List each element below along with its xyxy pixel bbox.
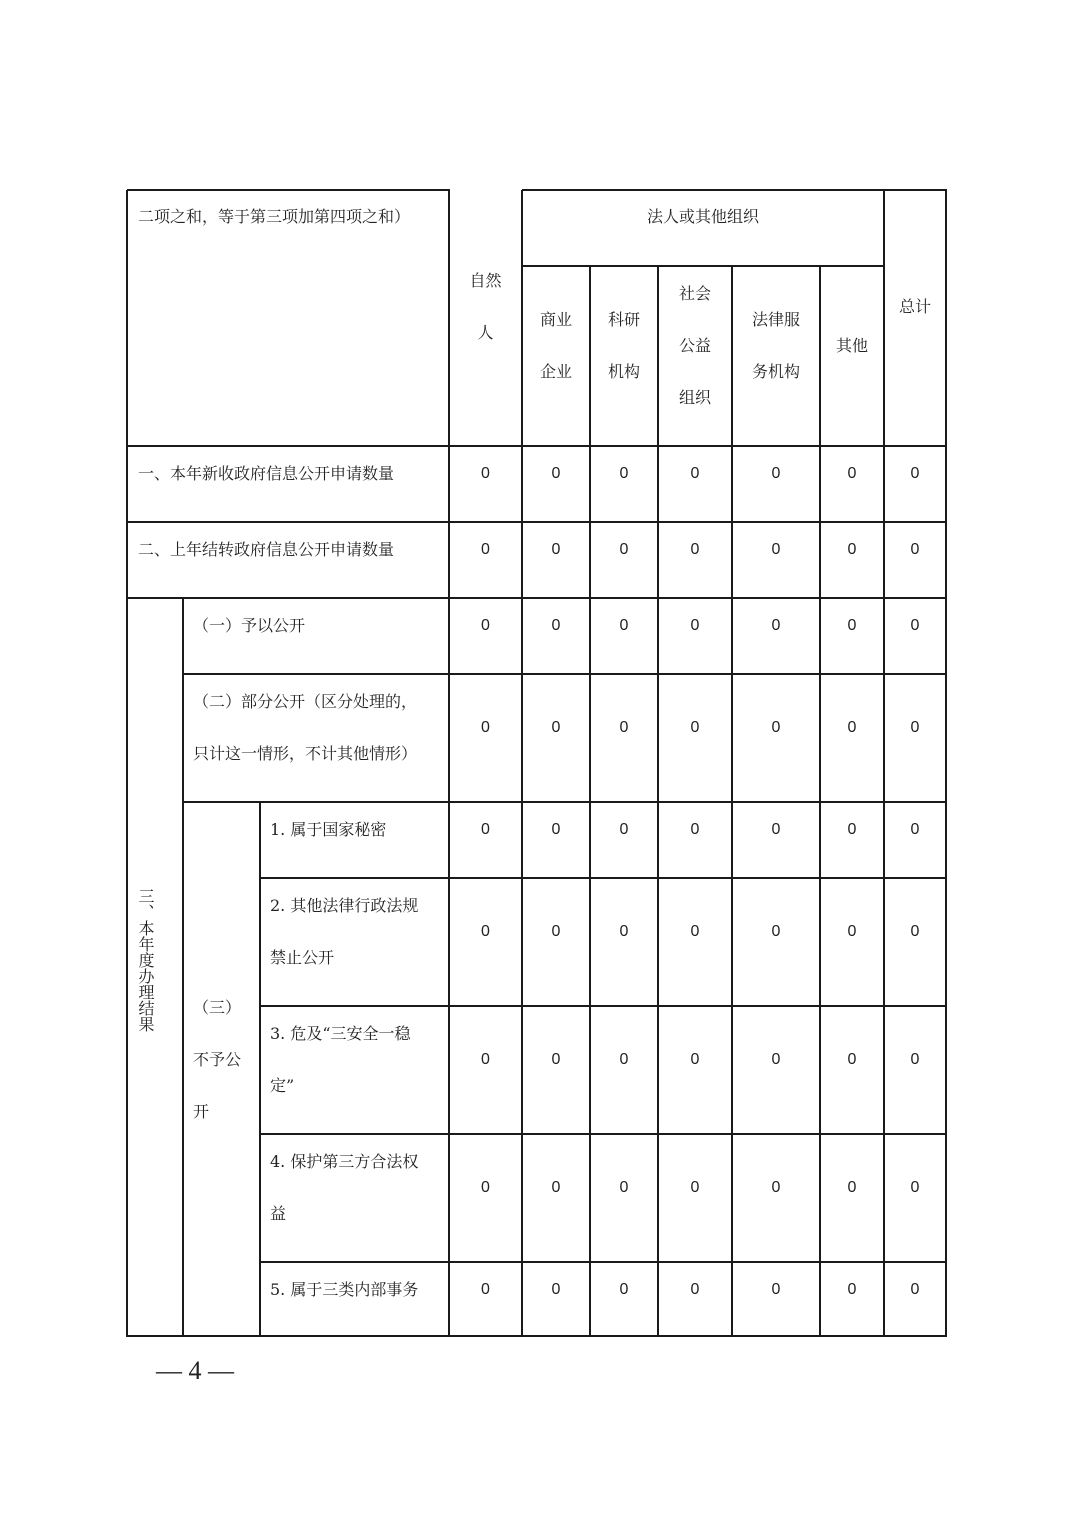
- header-natural-person-line1: 自然: [469, 271, 502, 290]
- row-label-three-safety-line2: 定”: [270, 1076, 295, 1095]
- table-cell-value: 0: [551, 1051, 561, 1068]
- table-cell-value: 0: [771, 1281, 781, 1298]
- header-legal-service-line1: 法律服: [751, 310, 800, 329]
- grid-line-vertical: [182, 598, 184, 1337]
- table-cell-value: 0: [910, 1281, 920, 1298]
- grid-line-vertical: [945, 190, 947, 1337]
- table-cell-value: 0: [619, 617, 629, 634]
- header-public-welfare-line3: 组织: [678, 388, 711, 407]
- grid-line-horizontal: [127, 597, 947, 599]
- table-cell-value: 0: [771, 1051, 781, 1068]
- header-research-line2: 机构: [607, 362, 640, 381]
- table-cell-value: 0: [690, 465, 700, 482]
- row-label-laws-prohibit-line1: 2. 其他法律行政法规: [270, 896, 419, 915]
- table-cell-value: 0: [619, 541, 629, 558]
- grid-line-horizontal: [260, 1261, 947, 1263]
- table-cell-value: 0: [481, 1281, 490, 1298]
- grid-line-vertical: [126, 190, 128, 1337]
- row-label-third-party-line2: 益: [270, 1204, 287, 1223]
- table-cell-value: 0: [847, 1179, 857, 1196]
- table-cell-value: 0: [551, 465, 561, 482]
- table-cell-value: 0: [771, 1179, 781, 1196]
- table-cell-value: 0: [481, 923, 490, 940]
- grid-line-vertical: [448, 190, 450, 1337]
- header-total: 总计: [898, 297, 931, 316]
- row-label-laws-prohibit-line2: 禁止公开: [270, 948, 335, 967]
- table-cell-value: 0: [619, 465, 629, 482]
- table-cell-value: 0: [481, 1179, 490, 1196]
- header-public-welfare-line2: 公益: [678, 336, 711, 355]
- grid-line-horizontal: [183, 801, 947, 803]
- grid-line-horizontal: [183, 673, 947, 675]
- table-cell-value: 0: [771, 923, 781, 940]
- row-label-three-safety-line1: 3. 危及“三安全一稳: [270, 1024, 411, 1043]
- header-legal-service-line2: 务机构: [751, 362, 800, 381]
- grid-line-horizontal: [260, 1133, 947, 1135]
- table-cell-value: 0: [910, 617, 920, 634]
- header-research-line1: 科研: [607, 310, 640, 329]
- table-cell-value: 0: [771, 719, 781, 736]
- table-cell-value: 0: [481, 821, 490, 838]
- grid-line-vertical: [731, 266, 733, 1337]
- not-disclosed-label-line3: 开: [193, 1102, 210, 1121]
- table-cell-value: 0: [690, 821, 700, 838]
- grid-line-horizontal: [260, 877, 947, 879]
- table-cell-value: 0: [690, 541, 700, 558]
- grid-line-horizontal: [127, 445, 947, 447]
- table-cell-value: 0: [690, 617, 700, 634]
- table-cell-value: 0: [690, 1179, 700, 1196]
- table-cell-value: 0: [771, 617, 781, 634]
- header-commercial-line1: 商业: [539, 310, 572, 329]
- grid-line-horizontal: [522, 265, 885, 267]
- table-cell-value: 0: [551, 1179, 561, 1196]
- table-cell-value: 0: [847, 1051, 857, 1068]
- table-cell-value: 0: [619, 1179, 629, 1196]
- grid-line-vertical: [819, 266, 821, 1337]
- table-cell-value: 0: [551, 1281, 561, 1298]
- table-cell-value: 0: [690, 719, 700, 736]
- header-commercial-line2: 企业: [539, 362, 572, 381]
- table-cell-value: 0: [847, 923, 857, 940]
- table-cell-value: 0: [481, 465, 490, 482]
- table-cell-value: 0: [690, 923, 700, 940]
- table-cell-value: 0: [551, 821, 561, 838]
- table-cell-value: 0: [847, 541, 857, 558]
- row-label-partially-disclosed-line2: 只计这一情形，不计其他情形）: [193, 744, 418, 763]
- grid-line-vertical: [883, 190, 885, 1337]
- table-cell-value: 0: [551, 541, 561, 558]
- table-cell-value: 0: [551, 719, 561, 736]
- row-label-partially-disclosed-line1: （二）部分公开（区分处理的，: [193, 692, 418, 711]
- section-three-label: 三、本年度办理结果: [136, 888, 155, 1032]
- table-cell-value: 0: [910, 923, 920, 940]
- not-disclosed-label-line1: （三）: [193, 998, 242, 1017]
- table-cell-value: 0: [847, 617, 857, 634]
- table-cell-value: 0: [551, 923, 561, 940]
- table-cell-value: 0: [771, 541, 781, 558]
- row-label-third-party-line1: 4. 保护第三方合法权: [270, 1152, 419, 1171]
- not-disclosed-label-line2: 不予公: [193, 1050, 242, 1069]
- header-other: 其他: [835, 336, 868, 355]
- grid-line-vertical: [259, 802, 261, 1337]
- table-cell-value: 0: [690, 1051, 700, 1068]
- grid-line-vertical: [589, 266, 591, 1337]
- grid-line-horizontal: [127, 189, 450, 191]
- table-cell-value: 0: [619, 1051, 629, 1068]
- table-cell-value: 0: [619, 1281, 629, 1298]
- table-cell-value: 0: [690, 1281, 700, 1298]
- row-label-internal-affairs: 5. 属于三类内部事务: [270, 1280, 419, 1299]
- table-cell-value: 0: [910, 1179, 920, 1196]
- grid-line-horizontal: [127, 1335, 947, 1337]
- table-cell-value: 0: [847, 821, 857, 838]
- table-cell-value: 0: [847, 465, 857, 482]
- table-cell-value: 0: [847, 719, 857, 736]
- header-legal-persons-group: 法人或其他组织: [646, 207, 759, 226]
- grid-line-vertical: [657, 266, 659, 1337]
- table-cell-value: 0: [771, 465, 781, 482]
- grid-line-horizontal: [260, 1005, 947, 1007]
- table-cell-value: 0: [481, 719, 490, 736]
- table-cell-value: 0: [847, 1281, 857, 1298]
- table-cell-value: 0: [771, 821, 781, 838]
- table-cell-value: 0: [481, 1051, 490, 1068]
- grid-line-horizontal: [127, 521, 947, 523]
- table-cell-value: 0: [619, 923, 629, 940]
- table-cell-value: 0: [481, 617, 490, 634]
- table-cell-value: 0: [619, 719, 629, 736]
- corner-header-text: 二项之和，等于第三项加第四项之和）: [138, 207, 411, 226]
- row-label-state-secret: 1. 属于国家秘密: [270, 820, 387, 839]
- table-cell-value: 0: [910, 821, 920, 838]
- table-cell-value: 0: [551, 617, 561, 634]
- row-label-carried-over: 二、上年结转政府信息公开申请数量: [138, 540, 395, 559]
- table-cell-value: 0: [481, 541, 490, 558]
- table-cell-value: 0: [619, 821, 629, 838]
- header-public-welfare-line1: 社会: [678, 284, 711, 303]
- row-label-disclosed: （一）予以公开: [193, 616, 306, 635]
- header-natural-person-line2: 人: [477, 323, 494, 342]
- table-cell-value: 0: [910, 719, 920, 736]
- table-cell-value: 0: [910, 1051, 920, 1068]
- table-cell-value: 0: [910, 465, 920, 482]
- table-cell-value: 0: [910, 541, 920, 558]
- page-number: — 4 —: [156, 1356, 234, 1385]
- row-label-new-requests: 一、本年新收政府信息公开申请数量: [138, 464, 395, 483]
